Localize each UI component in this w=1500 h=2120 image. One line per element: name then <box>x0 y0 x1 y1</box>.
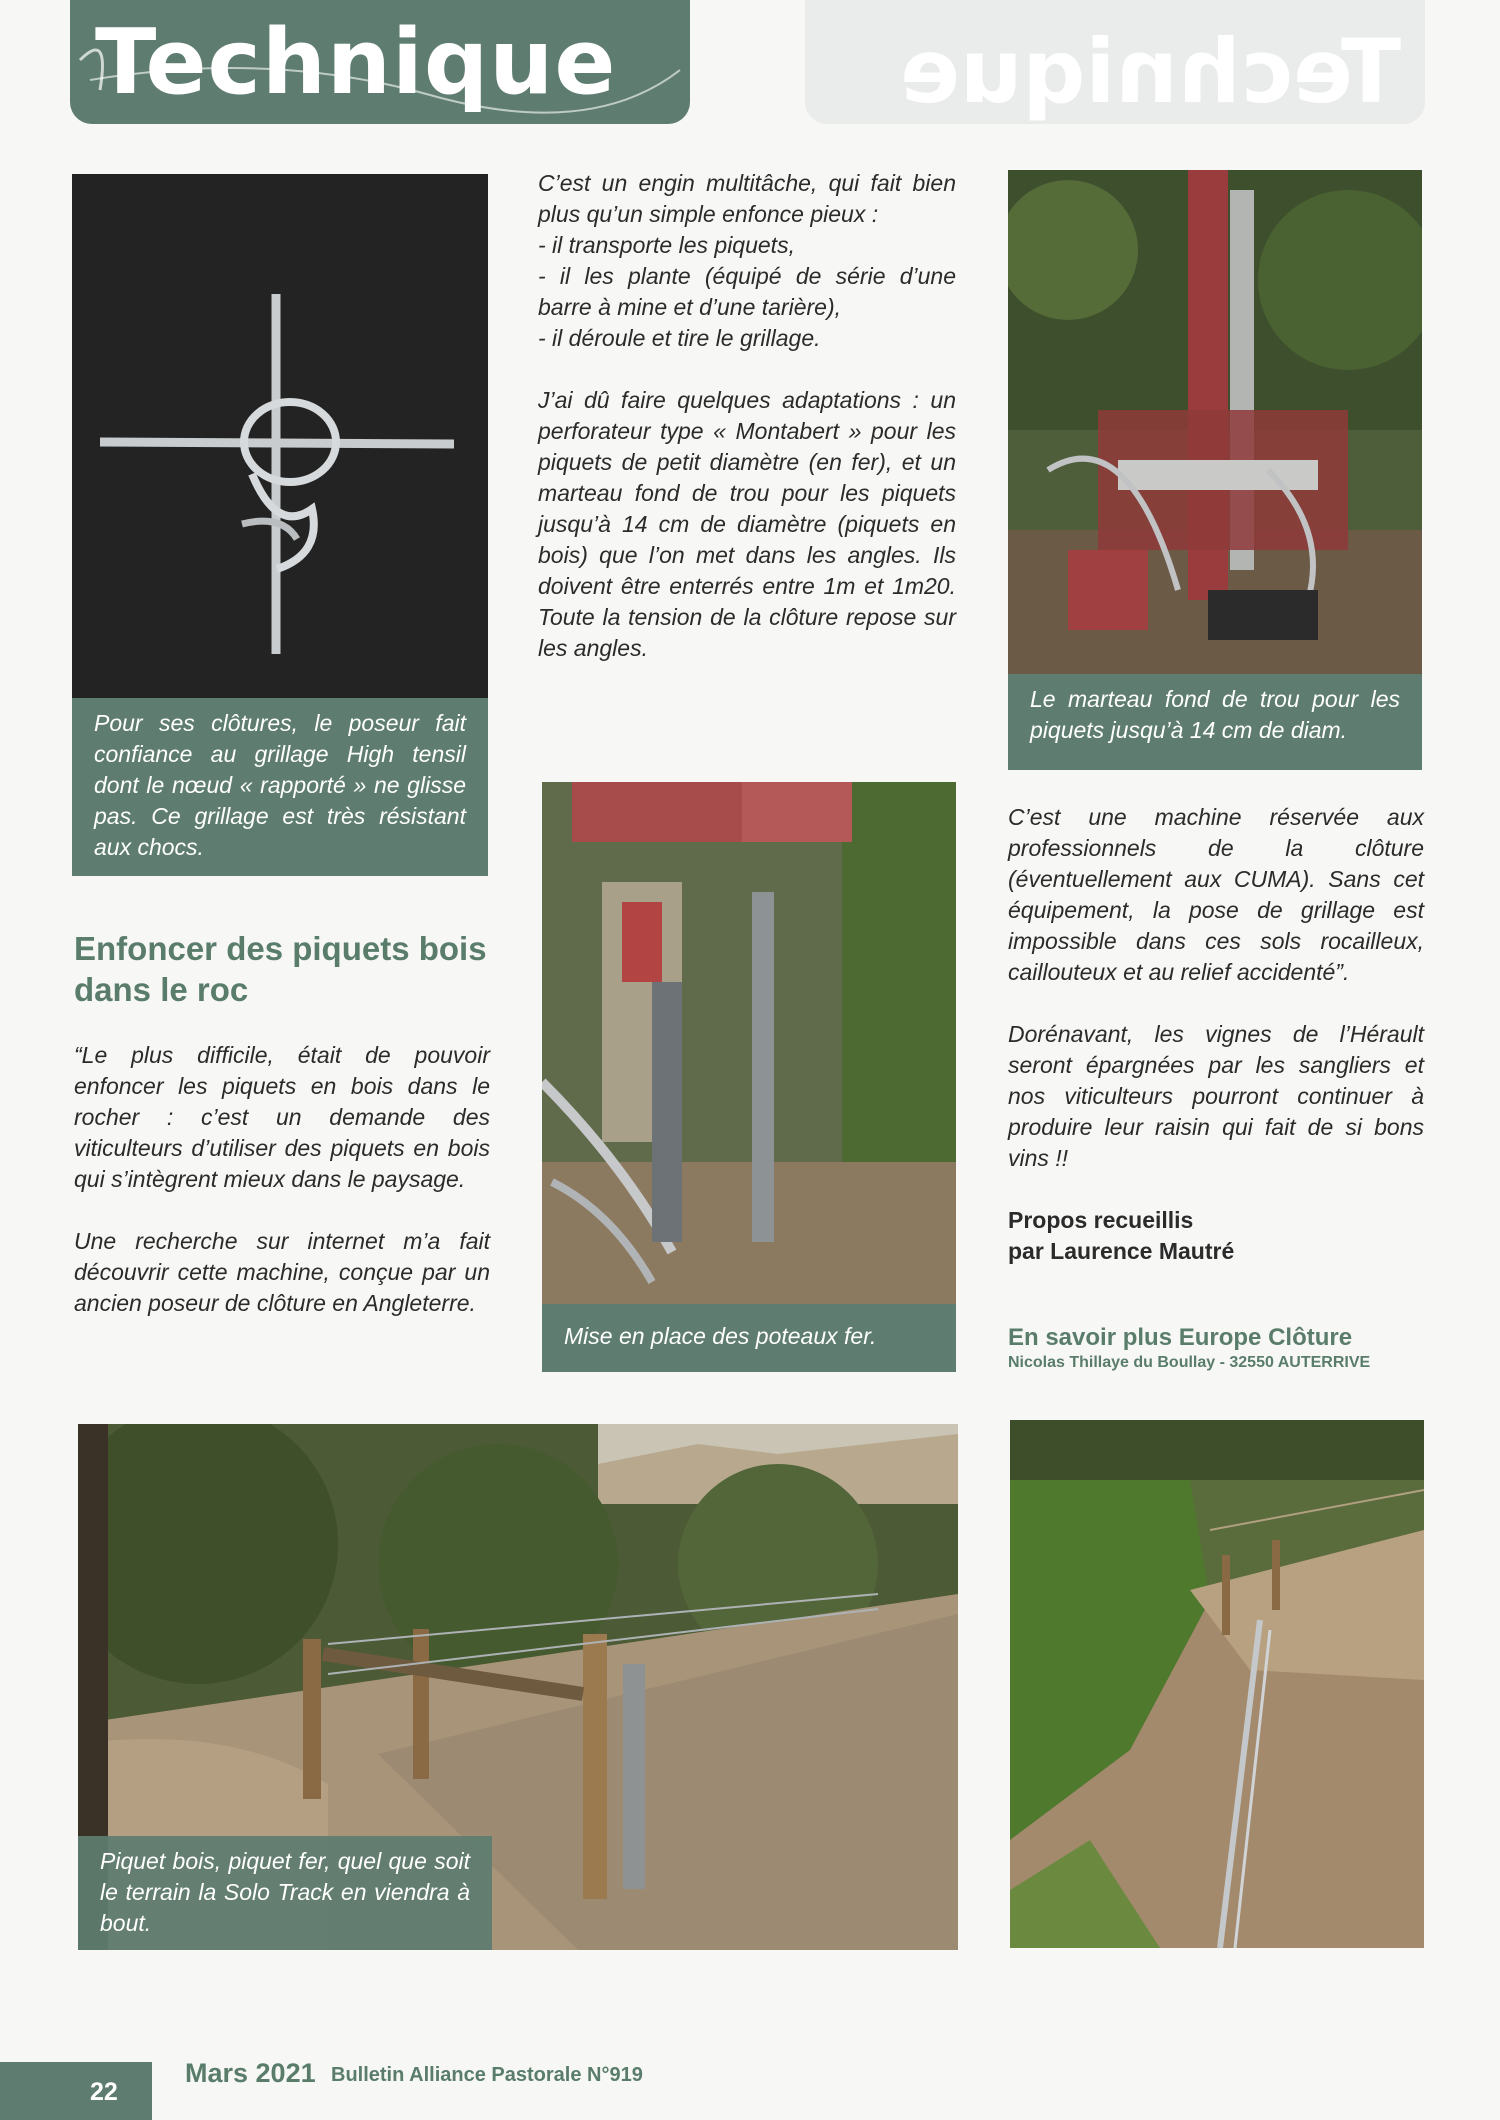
left-column-text <box>74 1040 490 1350</box>
credit-line-1: Propos recueillis <box>1008 1207 1194 1233</box>
bullet-item: - il les plante (équipé de série d’une barre à mine et d’une tarière), <box>538 263 956 320</box>
caption-knot: Pour ses clôtures, le poseur fait confiance au grillage High tensil dont le nœud « rapporté » ne glisse pas. Ce grillage est très résistant aux chocs. <box>72 698 488 876</box>
knot-photo <box>72 174 488 698</box>
quote-paragraph: “Le plus difficile, était de pouvoir enfoncer les piquets en bois dans le rocher : c’est un demande des viticulteurs d’utiliser des piquets en bois qui s’intègrent mieux dans le paysage. <box>74 1042 490 1192</box>
caption-fence-track: Piquet bois, piquet fer, quel que soit le terrain la Solo Track en viendra à bout. <box>78 1836 492 1950</box>
intro-paragraph: C’est un engin multitâche, qui fait bien plus qu’un simple enfonce pieux : <box>538 170 956 227</box>
page-number-box <box>0 2062 152 2120</box>
issue-date: Mars 2021 <box>185 2058 316 2088</box>
fence-slope-photo <box>1010 1420 1424 1948</box>
more-info-contact: Nicolas Thillaye du Boullay - 32550 AUTERRIVE <box>1008 1354 1371 1371</box>
more-info-title: En savoir plus Europe Clôture <box>1008 1324 1353 1351</box>
author-credit <box>1008 1205 1424 1267</box>
caption-post: Mise en place des poteaux fer. <box>542 1304 956 1372</box>
bullet-item: - il transporte les piquets, <box>538 232 795 258</box>
page-number: 22 <box>90 2078 118 2106</box>
conclusion-paragraph: Dorénavant, les vignes de l’Hérault seront épargnées par les sangliers et nos viticulteurs pourront continuer à produire leur raisin qui fait de si bons vins !! <box>1008 1021 1424 1171</box>
publication-name: Bulletin Alliance Pastorale N°919 <box>331 2064 643 2086</box>
credit-line-2: par Laurence Mautré <box>1008 1238 1235 1264</box>
discovery-paragraph: Une recherche sur internet m’a fait découvrir cette machine, conçue par un ancien poseur de clôture en Angleterre. <box>74 1228 490 1316</box>
show-through-title: Technique <box>900 20 1401 123</box>
section-title: Technique <box>95 10 617 115</box>
bullet-item: - il déroule et tire le grillage. <box>538 325 821 351</box>
post-photo <box>542 782 956 1304</box>
caption-machine: Le marteau fond de trou pour les piquets jusqu’à 14 cm de diam. <box>1008 674 1422 770</box>
machine-paragraph: C’est une machine réservée aux professionnels de la clôture (éventuellement aux CUMA). Sans cet équipement, la pose de grillage est impossible dans ces sols rocailleux, caillouteux et au relief accidenté”. <box>1008 804 1424 985</box>
machine-photo <box>1008 170 1422 674</box>
middle-column-text <box>538 168 956 695</box>
adaptations-paragraph: J’ai dû faire quelques adaptations : un perforateur type « Montabert » pour les piquets de petit diamètre (en fer), et un marteau fond de trou pour les piquets jusqu’à 14 cm de diamètre (piquets en bois) que l’on met dans les angles. Ils doivent être enterrés entre 1m et 1m20. Toute la tension de la clôture repose sur les angles. <box>538 387 956 661</box>
section-heading: Enfoncer des piquets bois dans le roc <box>74 930 487 1008</box>
right-column-text <box>1008 802 1424 1205</box>
